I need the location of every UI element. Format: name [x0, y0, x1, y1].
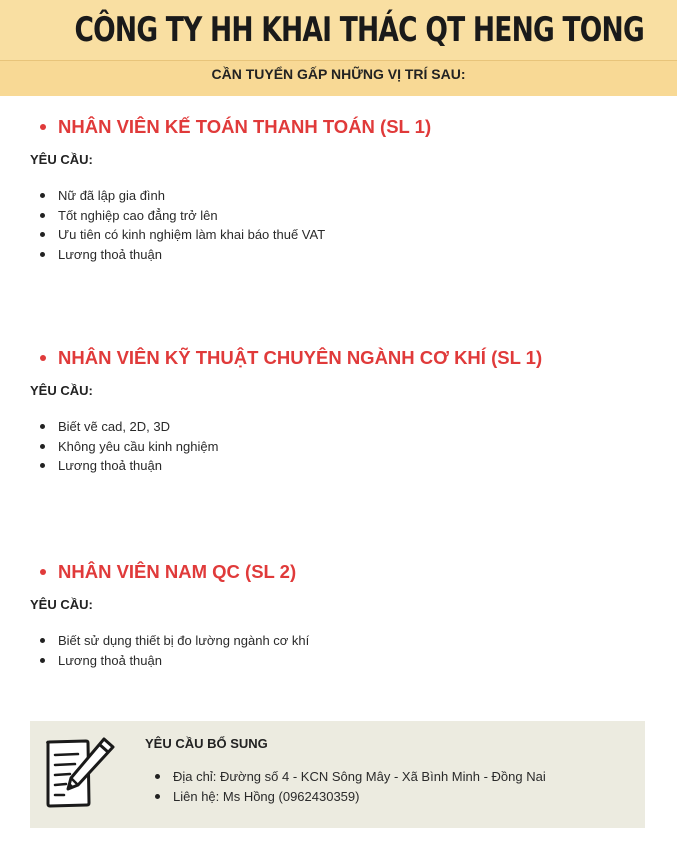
requirements-label: YÊU CẦU:: [30, 152, 93, 167]
list-item: [155, 766, 546, 786]
job-title: [40, 559, 296, 585]
bullet-icon: [40, 658, 45, 663]
list-item-text: Lương thoả thuận: [58, 458, 162, 474]
company-name: CÔNG TY HH KHAI THÁC QT HENG TONG: [74, 10, 644, 50]
bullet-icon: [155, 774, 160, 779]
list-item: [40, 245, 325, 265]
list-item: [40, 206, 325, 226]
list-item-text: Ưu tiên có kinh nghiệm làm khai báo thuế VAT: [58, 227, 326, 243]
bullet-icon: [40, 232, 45, 237]
list-item: [40, 651, 309, 671]
bullet-icon: [40, 124, 46, 130]
pencil-paper-icon: [42, 733, 118, 811]
hiring-subtitle: CẦN TUYỂN GẤP NHỮNG VỊ TRÍ SAU:: [211, 66, 466, 82]
extra-requirements-box: [30, 721, 645, 828]
requirements-list: [40, 417, 218, 476]
bullet-icon: [40, 638, 45, 643]
bullet-icon: [40, 463, 45, 468]
extra-requirements-title: YÊU CẦU BỔ SUNG: [145, 736, 268, 751]
list-item-text: Biết sử dụng thiết bị đo lường ngành cơ khí: [58, 633, 310, 649]
list-item-text: Biết vẽ cad, 2D, 3D: [58, 419, 170, 435]
list-item: [40, 437, 218, 457]
list-item-text: Tốt nghiệp cao đẳng trở lên: [58, 207, 218, 223]
list-item: [40, 417, 218, 437]
bullet-icon: [40, 193, 45, 198]
job-title-text: NHÂN VIÊN KỸ THUẬT CHUYÊN NGÀNH CƠ KHÍ (SL 1): [58, 347, 543, 368]
bullet-icon: [155, 794, 160, 799]
extra-requirements-list: [155, 766, 546, 806]
address-text: Địa chỉ: Đường số 4 - KCN Sông Mây - Xã Bình Minh - Đồng Nai: [173, 768, 546, 784]
list-item-text: Nữ đã lập gia đình: [58, 188, 165, 204]
list-item-text: Không yêu cầu kinh nghiệm: [58, 438, 219, 454]
list-item: [40, 456, 218, 476]
list-item: [40, 225, 325, 245]
contact-text: Liên hệ: Ms Hồng (0962430359): [173, 788, 360, 804]
bullet-icon: [40, 355, 46, 361]
list-item: [40, 631, 309, 651]
bullet-icon: [40, 252, 45, 257]
requirements-label: YÊU CẦU:: [30, 597, 93, 612]
bullet-icon: [40, 424, 45, 429]
header: [0, 0, 677, 96]
list-item-text: Lương thoả thuận: [58, 652, 162, 668]
job-title: [40, 114, 431, 140]
requirements-list: [40, 631, 309, 670]
job-title-text: NHÂN VIÊN KẾ TOÁN THANH TOÁN (SL 1): [58, 116, 432, 137]
bullet-icon: [40, 569, 46, 575]
list-item: [40, 186, 325, 206]
bullet-icon: [40, 213, 45, 218]
requirements-list: [40, 186, 325, 264]
job-title-text: NHÂN VIÊN NAM QC (SL 2): [58, 561, 297, 582]
bullet-icon: [40, 444, 45, 449]
list-item: [155, 786, 546, 806]
job-title: [40, 345, 542, 371]
requirements-label: YÊU CẦU:: [30, 383, 93, 398]
list-item-text: Lương thoả thuận: [58, 246, 162, 262]
